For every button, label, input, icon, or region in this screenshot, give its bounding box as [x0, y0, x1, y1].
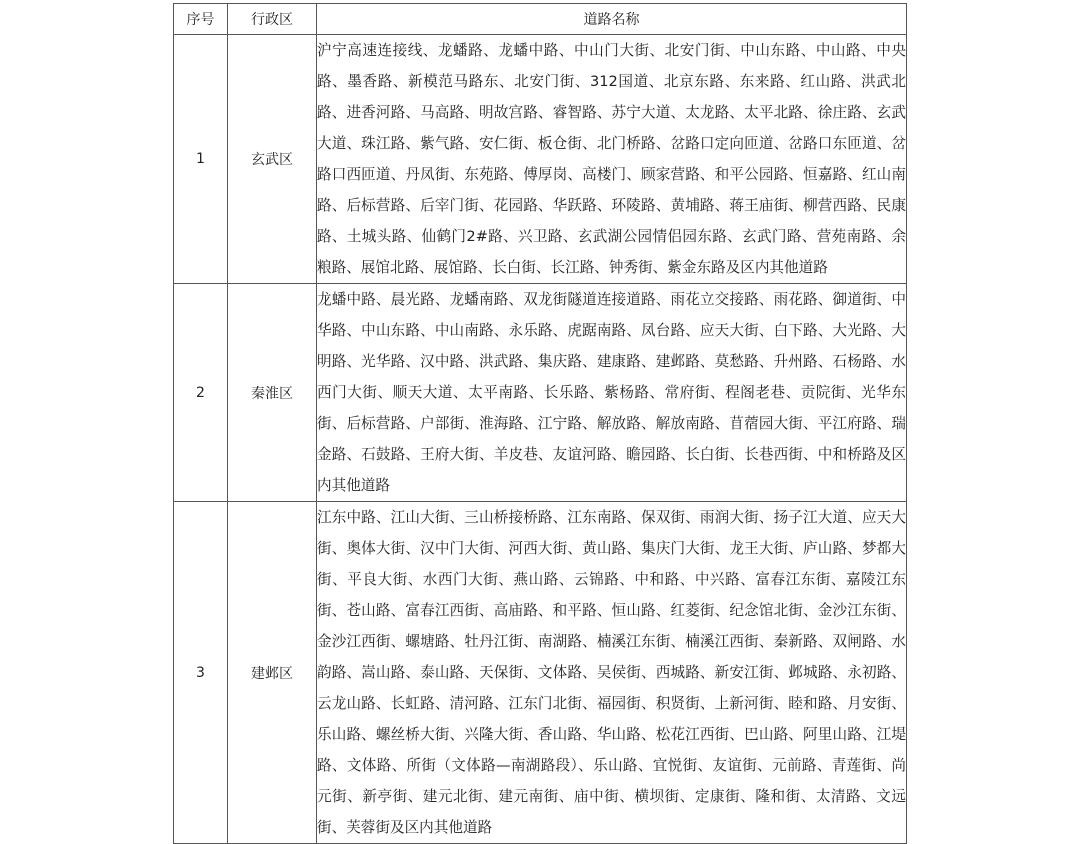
header-index: 序号	[174, 4, 228, 35]
table-row	[174, 502, 907, 844]
road-list-table	[173, 3, 907, 844]
header-district: 行政区	[228, 4, 317, 35]
row-district: 玄武区	[228, 35, 317, 284]
row-district: 建邺区	[228, 502, 317, 844]
row-road-names: 龙蟠中路、晨光路、龙蟠南路、双龙街隧道连接道路、雨花立交接路、雨花路、御道街、中华路、中山东路、中山南路、永乐路、虎踞南路、凤台路、应天大街、白下路、大光路、大明路、光华路、汉中路、洪武路、集庆路、建康路、建邺路、莫愁路、升州路、石杨路、水西门大街、顺天大道、太平南路、长乐路、紫杨路、常府街、程阁老巷、贡院街、光华东街、后标营路、户部街、淮海路、江宁路、解放路、解放南路、苜蓿园大街、平江府路、瑞金路、石鼓路、王府大街、羊皮巷、友谊河路、瞻园路、长白街、长巷西街、中和桥路及区内其他道路	[317, 284, 907, 502]
header-roads: 道路名称	[317, 4, 907, 35]
table-row	[174, 284, 907, 502]
row-district: 秦淮区	[228, 284, 317, 502]
row-index: 1	[174, 35, 228, 284]
row-road-names: 江东中路、江山大街、三山桥接桥路、江东南路、保双街、雨润大街、扬子江大道、应天大街、奥体大街、汉中门大街、河西大街、黄山路、集庆门大街、龙王大街、庐山路、梦都大街、平良大街、水西门大街、燕山路、云锦路、中和路、中兴路、富春江东街、嘉陵江东街、苍山路、富春江西街、高庙路、和平路、恒山路、红菱街、纪念馆北街、金沙江东街、金沙江西街、螺塘路、牡丹江街、南湖路、楠溪江东街、楠溪江西街、秦新路、双闸路、水韵路、嵩山路、泰山路、天保街、文体路、吴侯街、西城路、新安江街、邺城路、永初路、云龙山路、长虹路、清河路、江东门北街、福园街、积贤街、上新河街、睦和路、月安街、乐山路、螺丝桥大街、兴隆大街、香山路、华山路、松花江西街、巴山路、阿里山路、江堤路、文体路、所街（文体路—南湖路段）、乐山路、宜悦街、友谊街、元前路、青莲街、尚元街、新亭街、建元北街、建元南街、庙中街、横坝街、定康街、隆和街、太清路、文远街、芙蓉街及区内其他道路	[317, 502, 907, 844]
table-row	[174, 35, 907, 284]
row-index: 2	[174, 284, 228, 502]
row-road-names: 沪宁高速连接线、龙蟠路、龙蟠中路、中山门大街、北安门街、中山东路、中山路、中央路、墨香路、新模范马路东、北安门街、312国道、北京东路、东来路、红山路、洪武北路、进香河路、马高路、明故宫路、睿智路、苏宁大道、太龙路、太平北路、徐庄路、玄武大道、珠江路、紫气路、安仁街、板仓街、北门桥路、岔路口定向匝道、岔路口东匝道、岔路口西匝道、丹凤街、东苑路、傅厚岗、高楼门、顾家营路、和平公园路、恒嘉路、红山南路、后标营路、后宰门街、花园路、华跃路、环陵路、黄埔路、蒋王庙街、柳营西路、民康路、土城头路、仙鹤门2#路、兴卫路、玄武湖公园情侣园东路、玄武门路、营苑南路、余粮路、展馆北路、展馆路、长白街、长江路、钟秀街、紫金东路及区内其他道路	[317, 35, 907, 284]
row-index: 3	[174, 502, 228, 844]
table-header-row	[174, 4, 907, 35]
